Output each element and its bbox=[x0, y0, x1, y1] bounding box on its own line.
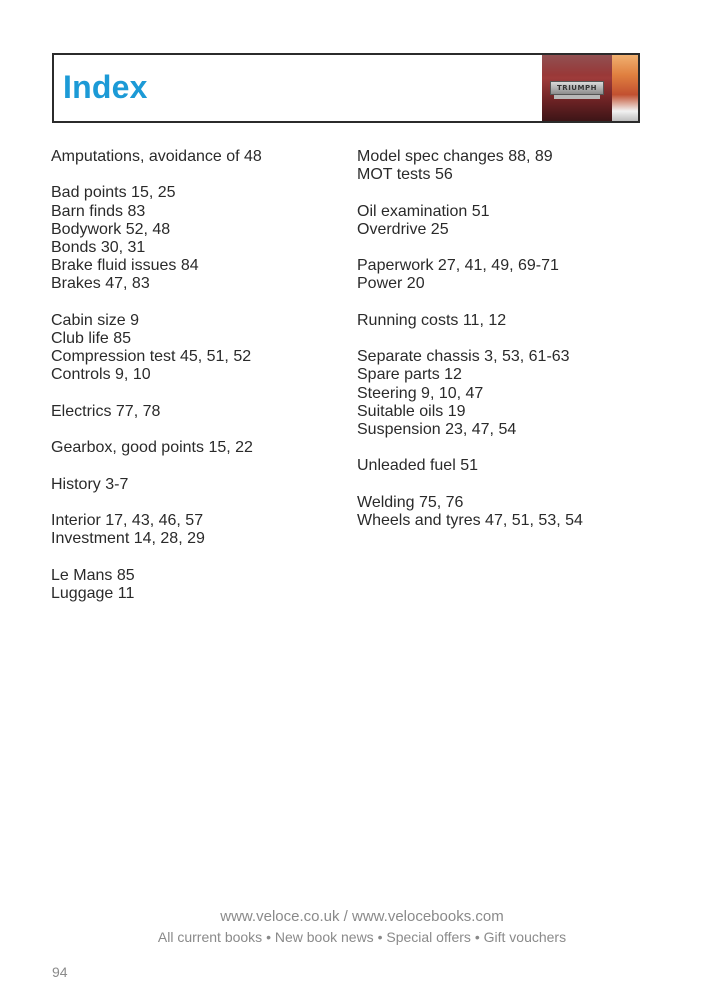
index-entry: Luggage 11 bbox=[51, 584, 135, 602]
index-group bbox=[357, 457, 583, 475]
index-entry: Le Mans 85 bbox=[51, 566, 135, 584]
index-entry: Bonds 30, 31 bbox=[51, 239, 146, 256]
index-group bbox=[357, 203, 583, 239]
index-entry: Overdrive 25 bbox=[357, 220, 449, 238]
index-entry: Brakes 47, 83 bbox=[51, 275, 150, 293]
footer-tagline: All current books • New book news • Special offers • Gift vouchers bbox=[157, 929, 567, 945]
index-entry: Oil examination 51 bbox=[357, 202, 490, 220]
rear-light bbox=[612, 55, 638, 121]
index-entry: Brake fluid issues 84 bbox=[51, 257, 199, 275]
index-entry: Bodywork 52, 48 bbox=[51, 220, 171, 238]
index-entry: Welding 75, 76 bbox=[357, 493, 464, 511]
index-entry: Amputations, avoidance of 48 bbox=[51, 148, 262, 165]
page-number: 94 bbox=[52, 964, 68, 980]
index-entry: History 3-7 bbox=[51, 475, 129, 493]
index-entry: Wheels and tyres 47, 51, 53, 54 bbox=[357, 511, 583, 529]
index-entry: Paperwork 27, 41, 49, 69-71 bbox=[357, 257, 559, 275]
index-group bbox=[357, 312, 583, 330]
index-entry: Electrics 77, 78 bbox=[51, 402, 161, 420]
index-entry: MOT tests 56 bbox=[357, 166, 453, 184]
index-entry: Suspension 23, 47, 54 bbox=[357, 420, 517, 438]
index-entry: Club life 85 bbox=[51, 330, 132, 347]
index-group bbox=[51, 184, 262, 293]
index-column-right bbox=[357, 148, 583, 548]
index-group bbox=[357, 494, 583, 530]
index-entry: Spare parts 12 bbox=[357, 366, 462, 384]
index-entry: Unleaded fuel 51 bbox=[357, 457, 478, 475]
index-entry: Compression test 45, 51, 52 bbox=[51, 348, 252, 366]
index-group bbox=[51, 312, 262, 385]
index-group bbox=[51, 439, 262, 457]
index-entry: Running costs 11, 12 bbox=[357, 311, 507, 329]
page-title: Index bbox=[63, 69, 148, 105]
index-entry: Separate chassis 3, 53, 61-63 bbox=[357, 348, 570, 366]
index-column-left bbox=[51, 148, 262, 621]
footer-url: www.veloce.co.uk / www.velocebooks.com bbox=[220, 908, 504, 925]
index-entry: Bad points 15, 25 bbox=[51, 184, 176, 202]
index-entry: Controls 9, 10 bbox=[51, 366, 151, 384]
index-group bbox=[357, 148, 583, 184]
car-badge-photo bbox=[542, 55, 638, 121]
index-entry: Steering 9, 10, 47 bbox=[357, 384, 484, 402]
index-entry: Investment 14, 28, 29 bbox=[51, 530, 205, 548]
photo-badge-trim bbox=[554, 95, 600, 99]
index-group bbox=[51, 403, 262, 421]
index-entry: Cabin size 9 bbox=[51, 311, 140, 329]
index-group bbox=[51, 148, 262, 166]
photo-badge-lettering: TRIUMPH bbox=[550, 81, 604, 95]
index-entry: Barn finds 83 bbox=[51, 202, 146, 220]
index-group bbox=[51, 567, 262, 603]
index-group bbox=[51, 512, 262, 548]
index-entry: Interior 17, 43, 46, 57 bbox=[51, 511, 204, 529]
index-group bbox=[51, 476, 262, 494]
index-entry: Model spec changes 88, 89 bbox=[357, 148, 553, 165]
index-entry: Gearbox, good points 15, 22 bbox=[51, 439, 253, 457]
index-entry: Suitable oils 19 bbox=[357, 402, 466, 420]
index-entry: Power 20 bbox=[357, 275, 425, 293]
index-header bbox=[52, 53, 640, 123]
index-group bbox=[357, 257, 583, 293]
index-group bbox=[357, 348, 583, 439]
photo-shine bbox=[542, 55, 612, 75]
